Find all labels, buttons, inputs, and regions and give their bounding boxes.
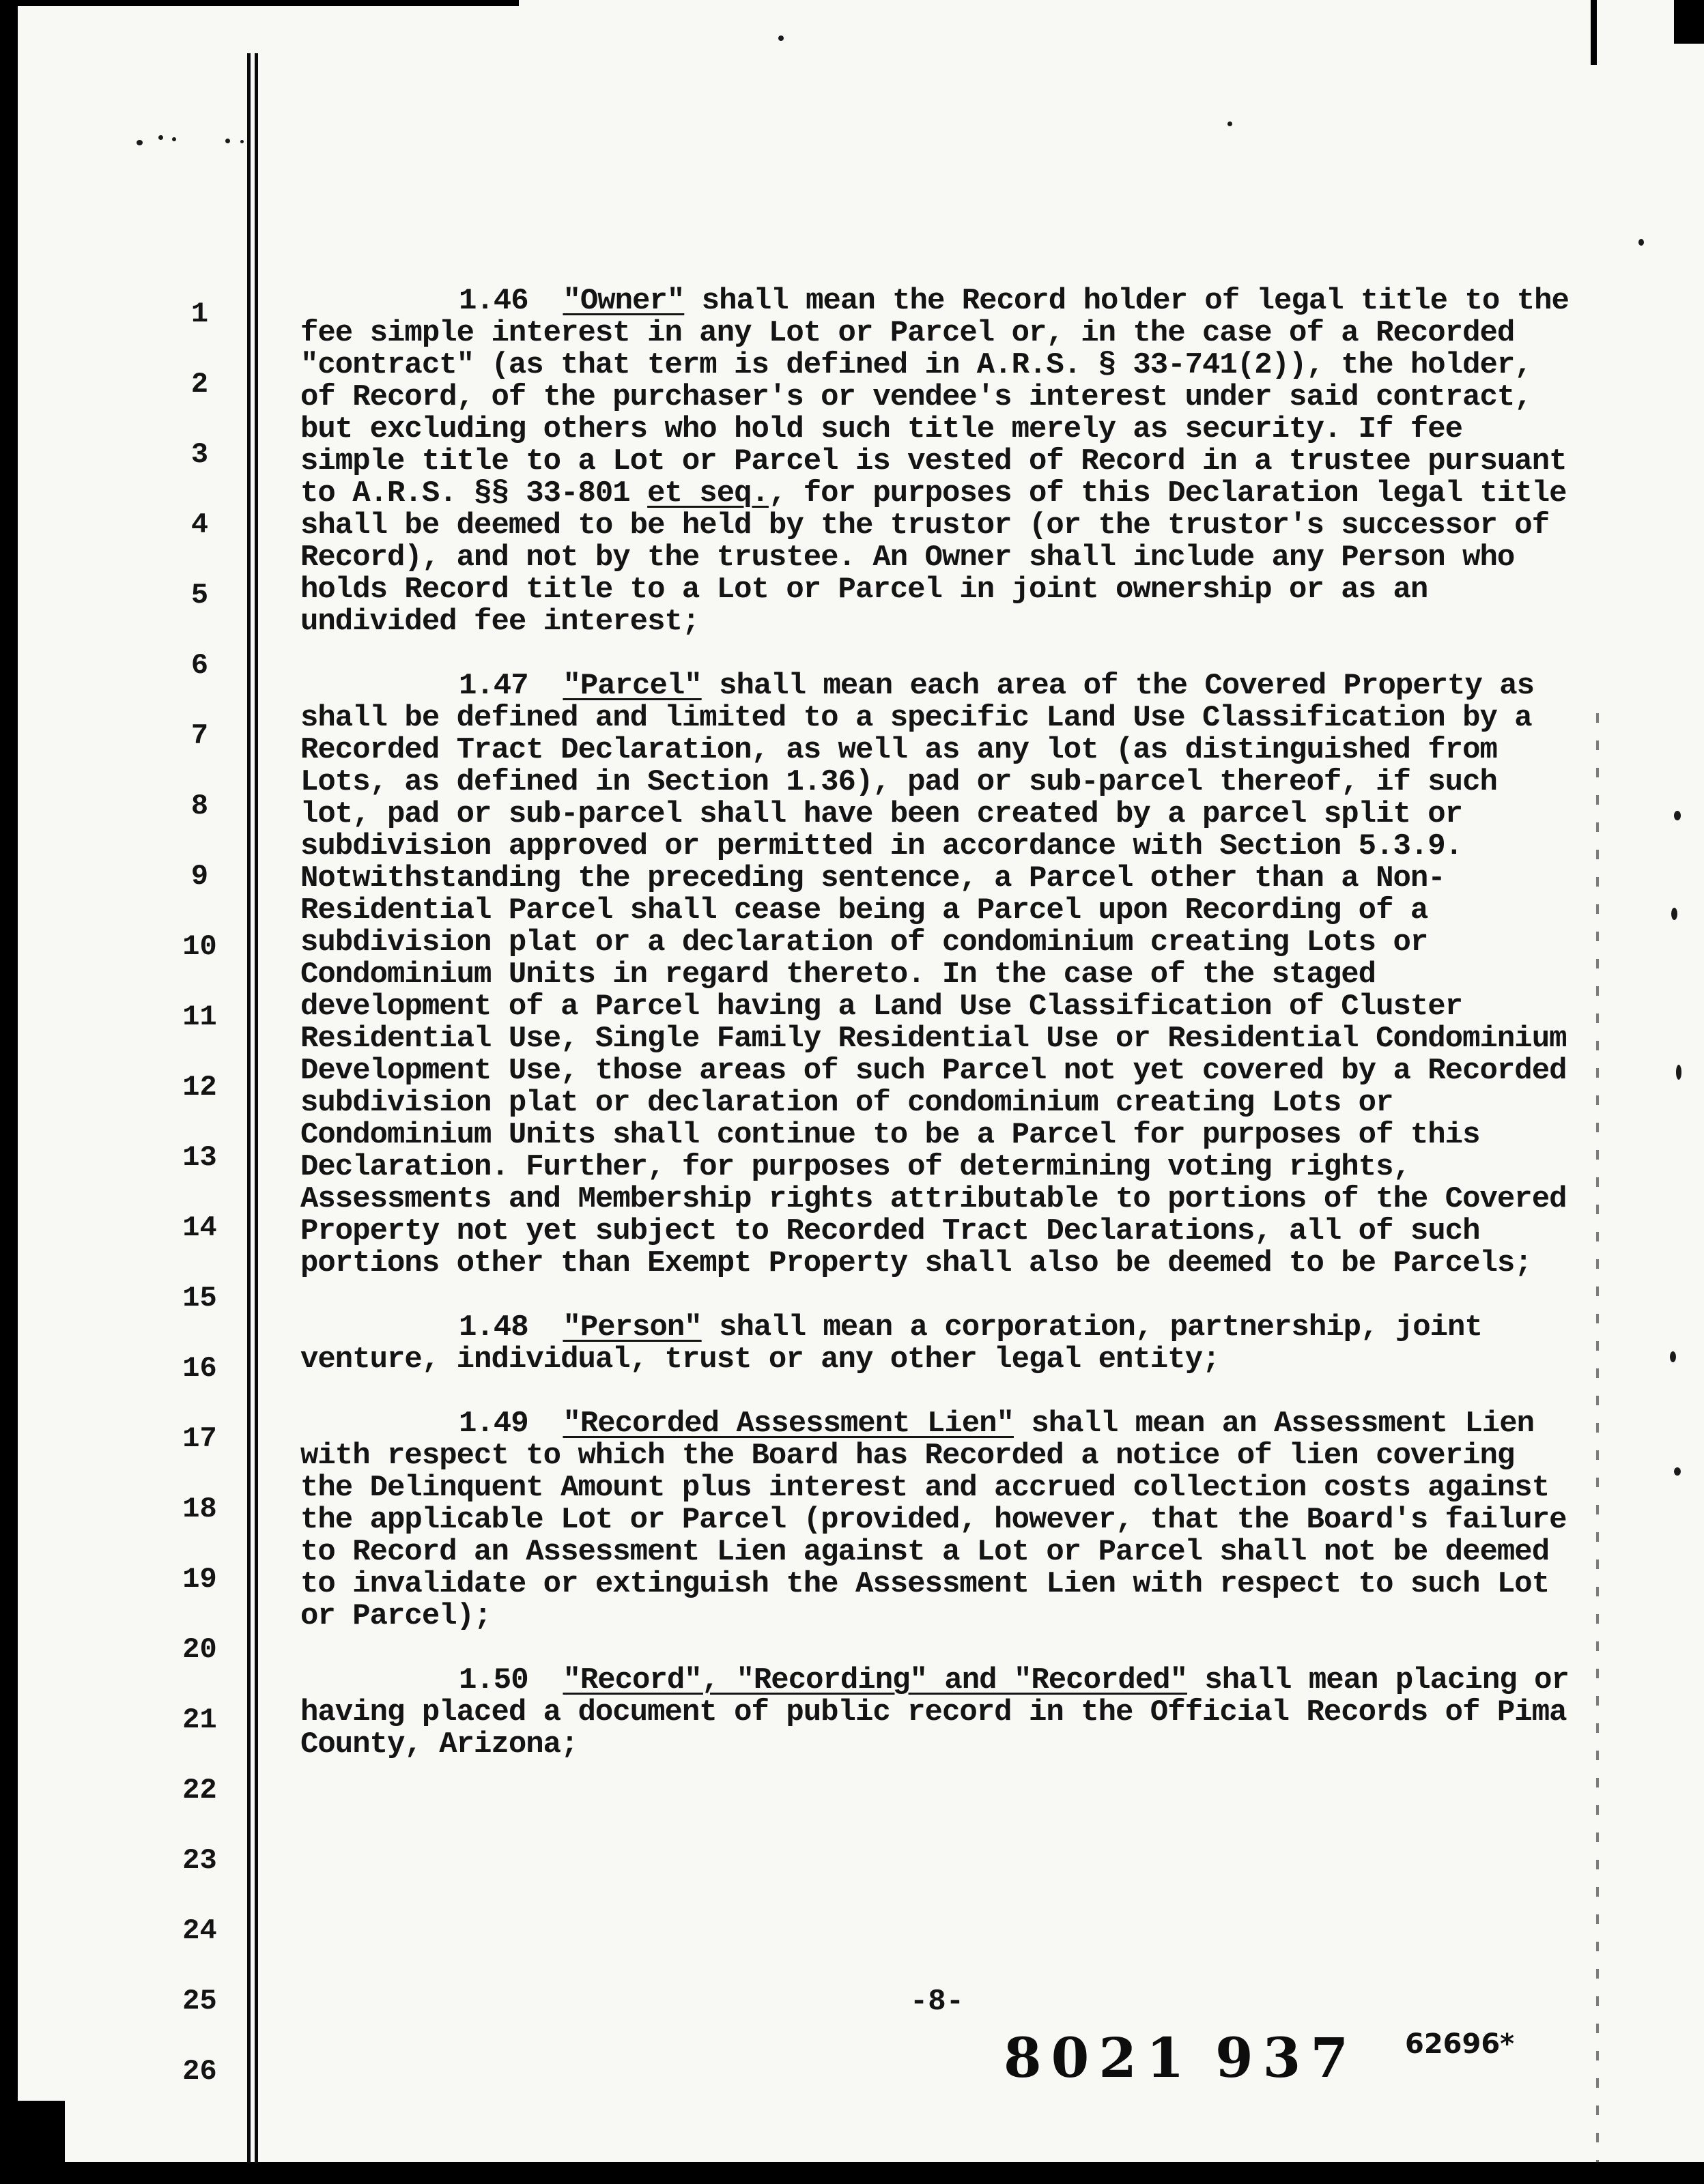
text-run: 1.46 (459, 284, 563, 318)
line-number: 18 (182, 1493, 217, 1525)
line-number: 25 (182, 1985, 217, 2017)
line-number: 2 (190, 368, 209, 401)
text-run: 1.47 (459, 669, 563, 703)
text-run: , for purposes of this Declaration legal title shall be deemed to be held by the trustor (or the trustor's successor of Record), and not by the trustee. An Owner shall include any Person who holds Record title to a Lot or Parcel in joint ownership or as an undivided fee interest; (300, 476, 1567, 639)
underlined-term: et seq. (647, 476, 769, 511)
line-number: 8 (190, 790, 209, 822)
line-number: 6 (190, 649, 209, 682)
underlined-term: "Owner" (563, 284, 685, 318)
stamp-code: 62696* (1405, 2028, 1515, 2060)
scan-artifact (137, 140, 143, 145)
line-number: 4 (190, 508, 209, 541)
paragraph (300, 1312, 1574, 1376)
scan-artifact (0, 2101, 65, 2184)
scan-artifact (240, 140, 244, 143)
text-run: 1.48 (459, 1310, 563, 1345)
line-number: 5 (190, 579, 209, 612)
margin-rule (247, 53, 258, 2164)
line-number: 10 (182, 930, 217, 963)
underlined-term: "Recorded Assessment Lien" (563, 1407, 1014, 1441)
line-number: 13 (182, 1141, 217, 1174)
underlined-term: "Record", "Recording" and "Recorded" (563, 1663, 1187, 1697)
scan-artifact (1674, 0, 1704, 44)
scan-artifact (172, 137, 176, 141)
text-run: 1.50 (459, 1663, 563, 1697)
scan-artifact (1670, 1351, 1676, 1362)
line-number-column (164, 297, 236, 2125)
line-number: 1 (190, 298, 209, 330)
text-run: shall mean the Record holder of legal title to the fee simple interest in any Lot or Parcel or, in the case of a Recorded "contract" (as that term is defined in A.R.S. § 33-741(2)), the holder, of Record, of the purchaser's or vendee's interest under said contract, but excluding others who hold such title merely as security. If fee simple title to a Lot or Parcel is vested of Record in a trustee pursuant to A.R.S. §§ 33-801 (300, 284, 1569, 511)
line-number: 9 (190, 860, 209, 893)
scan-artifact (1591, 0, 1597, 65)
line-number: 7 (190, 719, 209, 752)
line-number: 15 (182, 1282, 217, 1314)
text-run: shall mean each area of the Covered Property as shall be defined and limited to a specific Land Use Classification by a Recorded Tract Declaration, as well as any lot (as distinguished from Lots, as defined in Section 1.36), pad or sub-parcel thereof, if such lot, pad or sub-parcel shall have been created by a parcel split or subdivision approved or permitted in accordance with Section 5.3.9. Notwithstanding the preceding sentence, a Parcel other than a Non-Residential Parcel shall cease being a Parcel upon Recording of a subdivision plat or a declaration of condominium creating Lots or Condominium Units in regard thereto. In the case of the staged development of a Parcel having a Land Use Classification of Cluster Residential Use, Single Family Residential Use or Residential Condominium Development Use, those areas of such Parcel not yet covered by a Recorded subdivision plat or declaration of condominium creating Lots or Condominium Units shall continue to be a Parcel for purposes of this Declaration. Further, for purposes of determining voting rights, Assessments and Membership rights attributable to portions of the Covered Property not yet subject to Recorded Tract Declarations, all of such portions other than Exempt Property shall also be deemed to be Parcels; (300, 669, 1567, 1280)
scan-artifact (1638, 239, 1644, 246)
line-number: 16 (182, 1352, 217, 1385)
paragraph (300, 1408, 1574, 1633)
scan-artifact (778, 35, 784, 41)
scan-artifact (1676, 1065, 1681, 1080)
line-number: 3 (190, 438, 209, 471)
line-number: 19 (182, 1563, 217, 1596)
scan-artifact (1596, 713, 1599, 2164)
stamp-number-right: 937 (1215, 2026, 1358, 2090)
scan-artifact (0, 0, 519, 6)
text-run: shall mean a corporation, partnership, joint venture, individual, trust or any other legal entity; (300, 1310, 1482, 1377)
scan-artifact (1671, 908, 1677, 920)
line-number: 24 (182, 1914, 217, 1947)
paragraph (300, 1665, 1574, 1761)
scan-artifact (225, 139, 230, 143)
line-number: 20 (182, 1633, 217, 1666)
scan-artifact (0, 0, 18, 2184)
page-number: -8- (909, 1985, 965, 2019)
line-number: 23 (182, 1844, 217, 1877)
text-run: 1.49 (459, 1407, 563, 1441)
scan-artifact (1674, 811, 1681, 820)
scan-artifact (1674, 1467, 1681, 1476)
document-body (300, 285, 1574, 1793)
underlined-term: "Person" (563, 1310, 702, 1345)
text-run: shall mean an Assessment Lien with respect to which the Board has Recorded a notice of lien covering the Delinquent Amount plus interest and accrued collection costs against the applicable Lot or Parcel (provided, however, that the Board's failure to Record an Assessment Lien against a Lot or Parcel shall not be deemed to invalidate or extinguish the Assessment Lien with respect to such Lot or Parcel); (300, 1407, 1567, 1633)
document-paragraphs (300, 285, 1574, 1761)
line-number: 12 (182, 1071, 217, 1104)
paragraph (300, 285, 1574, 638)
line-number: 11 (182, 1001, 217, 1033)
scan-artifact (0, 2162, 1704, 2184)
scan-artifact (1227, 121, 1232, 126)
line-number: 14 (182, 1211, 217, 1244)
line-number: 17 (182, 1422, 217, 1455)
stamp-number-left: 8021 (1004, 2026, 1194, 2090)
line-number: 26 (182, 2055, 217, 2088)
scan-artifact (158, 135, 163, 140)
line-number: 22 (182, 1774, 217, 1807)
underlined-term: "Parcel" (563, 669, 702, 703)
line-number: 21 (182, 1704, 217, 1736)
paragraph (300, 670, 1574, 1280)
text-run: shall mean placing or having placed a document of public record in the Official Records of Pima County, Arizona; (300, 1663, 1569, 1762)
